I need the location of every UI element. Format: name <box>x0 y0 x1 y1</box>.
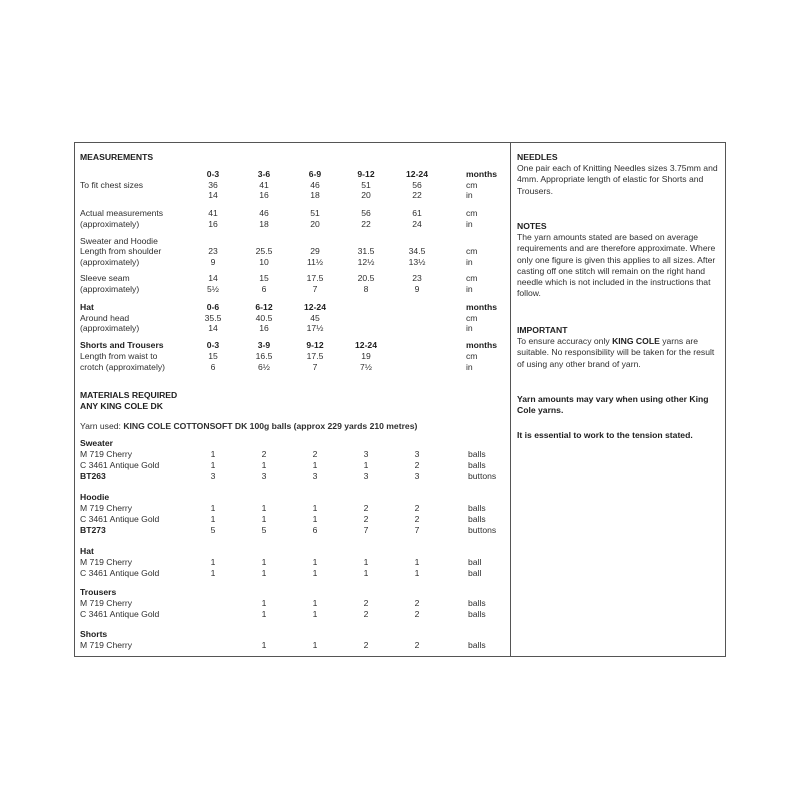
actual-label: (approximately) <box>80 219 140 229</box>
chest-label: To fit chest sizes <box>80 180 144 190</box>
length-cm-cell: 31.5 <box>357 246 375 256</box>
hat-in-cell: 17½ <box>306 323 324 333</box>
sweater-quantity-cell: 3 <box>210 471 216 481</box>
chest-cm-cell: 51 <box>361 180 371 190</box>
hoodie-quantity-cell: 1 <box>312 503 318 513</box>
chest-in-cell: 14 <box>208 190 218 200</box>
hoodie-quantity-cell: 1 <box>312 514 318 524</box>
hoodie-quantity-cell: 5 <box>261 525 267 535</box>
hat-quantity-cell: 1 <box>312 568 318 578</box>
tension-note-text: It is essential to work to the tension stated. <box>517 430 693 440</box>
sweater-quantity-cell: 3 <box>363 471 369 481</box>
shorts-label: crotch (approximately) <box>80 362 166 372</box>
trousers-quantity-cell: 2 <box>363 609 369 619</box>
unit-in: in <box>466 284 473 294</box>
hat-size-header: 0-6 <box>206 302 220 312</box>
hoodie-quantity-cell: 1 <box>210 503 216 513</box>
hat-material-label: C 3461 Antique Gold <box>80 568 160 578</box>
actual-cm-cell: 51 <box>310 208 320 218</box>
trousers-quantity-unit: balls <box>468 598 486 608</box>
yarn-used-name: KING COLE COTTONSOFT DK 100g balls (approx 229 yards 210 metres) <box>123 421 418 431</box>
hat-quantity-unit: ball <box>468 568 482 578</box>
actual-in-cell: 16 <box>208 219 218 229</box>
hat-quantity-cell: 1 <box>312 557 318 567</box>
hat-label: Around head <box>80 313 130 323</box>
unit-cm: cm <box>466 273 478 283</box>
notes-heading: NOTES <box>517 221 547 231</box>
amounts-note <box>517 394 719 417</box>
hat-cm-cell: 40.5 <box>255 313 273 323</box>
hat-quantity-unit: ball <box>468 557 482 567</box>
size-column-header: 12-24 <box>406 169 428 179</box>
amounts-note-text: Yarn amounts may vary when using other King Cole yarns. <box>517 394 709 416</box>
sweater-materials-heading: Sweater <box>80 438 113 448</box>
actual-cm-cell: 61 <box>412 208 422 218</box>
length-in-cell: 12½ <box>357 257 375 267</box>
shorts-measure-heading: Shorts and Trousers <box>80 340 164 350</box>
sleeve-cm-cell: 14 <box>208 273 218 283</box>
hoodie-quantity-cell: 5 <box>210 525 216 535</box>
sleeve-in-cell: 8 <box>363 284 369 294</box>
hat-quantity-cell: 1 <box>261 557 267 567</box>
shorts-in-cell: 6 <box>210 362 216 372</box>
trousers-quantity-cell: 2 <box>414 598 420 608</box>
sleeve-cm-cell: 15 <box>259 273 269 283</box>
notes-paragraph <box>517 232 719 300</box>
trousers-quantity-cell: 1 <box>312 609 318 619</box>
sweater-material-label: M 719 Cherry <box>80 449 133 459</box>
shorts-size-header: 12-24 <box>355 340 377 350</box>
shorts-materials-heading: Shorts <box>80 629 108 639</box>
sweater-quantity-cell: 3 <box>261 471 267 481</box>
needles-heading: NEEDLES <box>517 152 558 162</box>
hat-size-header: 12-24 <box>304 302 326 312</box>
sweater-quantity-cell: 3 <box>363 449 369 459</box>
column-divider <box>510 142 511 657</box>
length-cm-cell: 25.5 <box>255 246 273 256</box>
sweater-quantity-cell: 2 <box>312 449 318 459</box>
unit-cm: cm <box>466 351 478 361</box>
important-heading: IMPORTANT <box>517 325 568 335</box>
hat-cm-cell: 45 <box>310 313 320 323</box>
actual-in-cell: 18 <box>259 219 269 229</box>
important-brand: KING COLE <box>612 336 660 346</box>
sleeve-in-cell: 7 <box>312 284 318 294</box>
notes-text: The yarn amounts stated are based on average requirements and are therefore approximate. Where only one figure is given this applies to all sizes. After casting off one stitch will remain on the right hand needle which is not included in the instructions that follow. <box>517 232 716 299</box>
sweater-quantity-cell: 3 <box>414 449 420 459</box>
hoodie-quantity-cell: 2 <box>363 503 369 513</box>
hoodie-quantity-cell: 2 <box>414 503 420 513</box>
hoodie-quantity-cell: 7 <box>414 525 420 535</box>
length-in-cell: 13½ <box>408 257 426 267</box>
size-column-header: 9-12 <box>357 169 375 179</box>
shorts-size-header: 0-3 <box>206 340 220 350</box>
shorts-cm-cell: 16.5 <box>255 351 273 361</box>
sweater-quantity-cell: 3 <box>414 471 420 481</box>
sleeve-label: (approximately) <box>80 284 140 294</box>
sleeve-cm-cell: 17.5 <box>306 273 324 283</box>
sleeve-in-cell: 9 <box>414 284 420 294</box>
hoodie-quantity-unit: balls <box>468 514 486 524</box>
actual-cm-cell: 56 <box>361 208 371 218</box>
hoodie-quantity-cell: 1 <box>261 503 267 513</box>
shorts-in-cell: 6½ <box>258 362 270 372</box>
sleeve-in-cell: 6 <box>261 284 267 294</box>
hat-materials-heading: Hat <box>80 546 94 556</box>
unit-in: in <box>466 219 473 229</box>
unit-in: in <box>466 257 473 267</box>
shorts-label: Length from waist to <box>80 351 158 361</box>
hat-quantity-cell: 1 <box>363 557 369 567</box>
hat-quantity-cell: 1 <box>414 557 420 567</box>
yarn-used-line <box>80 421 417 431</box>
unit-header: months <box>466 340 498 350</box>
measurements-heading: MEASUREMENTS <box>80 152 154 162</box>
trousers-materials-heading: Trousers <box>80 587 117 597</box>
actual-in-cell: 22 <box>361 219 371 229</box>
shorts-in-cell: 7½ <box>360 362 372 372</box>
shorts-size-header: 3-9 <box>257 340 271 350</box>
hat-cm-cell: 35.5 <box>204 313 222 323</box>
chest-cm-cell: 41 <box>259 180 269 190</box>
shorts-material-label: M 719 Cherry <box>80 640 133 650</box>
length-in-cell: 10 <box>259 257 269 267</box>
hoodie-materials-heading: Hoodie <box>80 492 110 502</box>
length-cm-cell: 23 <box>208 246 218 256</box>
hat-measure-heading: Hat <box>80 302 94 312</box>
hoodie-material-label: BT273 <box>80 525 106 535</box>
chest-cm-cell: 36 <box>208 180 218 190</box>
shorts-size-header: 9-12 <box>306 340 324 350</box>
length-in-cell: 9 <box>210 257 216 267</box>
unit-cm: cm <box>466 246 478 256</box>
size-column-header: 3-6 <box>257 169 271 179</box>
sweater-quantity-cell: 1 <box>210 460 216 470</box>
hat-quantity-cell: 1 <box>210 568 216 578</box>
sleeve-in-cell: 5½ <box>207 284 219 294</box>
sleeve-label: Sleeve seam <box>80 273 130 283</box>
hat-quantity-cell: 1 <box>210 557 216 567</box>
length-in-cell: 11½ <box>306 257 324 267</box>
chest-in-cell: 22 <box>412 190 422 200</box>
unit-in: in <box>466 323 473 333</box>
unit-header: months <box>466 169 498 179</box>
hoodie-quantity-unit: buttons <box>468 525 497 535</box>
length-cm-cell: 34.5 <box>408 246 426 256</box>
unit-in: in <box>466 362 473 372</box>
hoodie-quantity-cell: 7 <box>363 525 369 535</box>
hat-in-cell: 16 <box>259 323 269 333</box>
important-text: To ensure accuracy only <box>517 336 613 346</box>
hoodie-quantity-unit: balls <box>468 503 486 513</box>
chest-in-cell: 16 <box>259 190 269 200</box>
size-column-header: 0-3 <box>206 169 220 179</box>
shorts-cm-cell: 17.5 <box>306 351 324 361</box>
hoodie-quantity-cell: 6 <box>312 525 318 535</box>
needles-paragraph <box>517 163 719 197</box>
sweater-material-label: C 3461 Antique Gold <box>80 460 160 470</box>
chest-in-cell: 18 <box>310 190 320 200</box>
actual-cm-cell: 46 <box>259 208 269 218</box>
trousers-quantity-cell: 2 <box>363 598 369 608</box>
sweater-quantity-cell: 1 <box>261 460 267 470</box>
chest-cm-cell: 56 <box>412 180 422 190</box>
important-paragraph <box>517 336 719 370</box>
hat-quantity-cell: 1 <box>414 568 420 578</box>
sweater-quantity-cell: 2 <box>414 460 420 470</box>
sweater-quantity-cell: 1 <box>312 460 318 470</box>
important-text: yarns are suitable. No responsibility will be taken for the result of using any other brand of yarn. <box>517 336 715 369</box>
materials-heading: MATERIALS REQUIRED <box>80 390 178 400</box>
shorts-quantity-cell: 2 <box>414 640 420 650</box>
sweater-material-label: BT263 <box>80 471 106 481</box>
sweater-quantity-unit: balls <box>468 460 486 470</box>
chest-in-cell: 20 <box>361 190 371 200</box>
shorts-in-cell: 7 <box>312 362 318 372</box>
sleeve-cm-cell: 20.5 <box>357 273 375 283</box>
hat-quantity-cell: 1 <box>261 568 267 578</box>
hoodie-quantity-cell: 1 <box>261 514 267 524</box>
hoodie-quantity-cell: 2 <box>363 514 369 524</box>
yarn-used-prefix: Yarn used: <box>80 421 124 431</box>
hat-in-cell: 14 <box>208 323 218 333</box>
trousers-quantity-cell: 1 <box>261 598 267 608</box>
shorts-quantity-cell: 2 <box>363 640 369 650</box>
unit-cm: cm <box>466 208 478 218</box>
materials-subheading: ANY KING COLE DK <box>80 401 163 411</box>
trousers-quantity-cell: 1 <box>261 609 267 619</box>
shorts-cm-cell: 19 <box>361 351 371 361</box>
shorts-quantity-cell: 1 <box>312 640 318 650</box>
hoodie-material-label: M 719 Cherry <box>80 503 133 513</box>
hat-size-header: 6-12 <box>255 302 273 312</box>
actual-label: Actual measurements <box>80 208 164 218</box>
hoodie-quantity-cell: 1 <box>210 514 216 524</box>
actual-cm-cell: 41 <box>208 208 218 218</box>
unit-in: in <box>466 190 473 200</box>
hoodie-quantity-cell: 2 <box>414 514 420 524</box>
hat-material-label: M 719 Cherry <box>80 557 133 567</box>
length-label: Length from shoulder <box>80 246 162 256</box>
shorts-quantity-unit: balls <box>468 640 486 650</box>
sweater-quantity-cell: 2 <box>261 449 267 459</box>
sweater-quantity-unit: balls <box>468 449 486 459</box>
sweater-quantity-unit: buttons <box>468 471 497 481</box>
trousers-material-label: C 3461 Antique Gold <box>80 609 160 619</box>
length-label: (approximately) <box>80 257 140 267</box>
trousers-quantity-cell: 1 <box>312 598 318 608</box>
hat-quantity-cell: 1 <box>363 568 369 578</box>
size-column-header: 6-9 <box>308 169 322 179</box>
shorts-quantity-cell: 1 <box>261 640 267 650</box>
trousers-material-label: M 719 Cherry <box>80 598 133 608</box>
unit-header: months <box>466 302 498 312</box>
length-cm-cell: 29 <box>310 246 320 256</box>
sweater-quantity-cell: 3 <box>312 471 318 481</box>
actual-in-cell: 20 <box>310 219 320 229</box>
shorts-cm-cell: 15 <box>208 351 218 361</box>
sleeve-cm-cell: 23 <box>412 273 422 283</box>
hat-label: (approximately) <box>80 323 140 333</box>
unit-cm: cm <box>466 313 478 323</box>
sweater-quantity-cell: 1 <box>210 449 216 459</box>
trousers-quantity-unit: balls <box>468 609 486 619</box>
trousers-quantity-cell: 2 <box>414 609 420 619</box>
unit-cm: cm <box>466 180 478 190</box>
needles-text: One pair each of Knitting Needles sizes 3.75mm and 4mm. Appropriate length of elastic for Shorts and Trousers. <box>517 163 718 196</box>
chest-cm-cell: 46 <box>310 180 320 190</box>
hoodie-material-label: C 3461 Antique Gold <box>80 514 160 524</box>
actual-in-cell: 24 <box>412 219 422 229</box>
sweater-quantity-cell: 1 <box>363 460 369 470</box>
tension-note <box>517 430 719 441</box>
length-label: Sweater and Hoodie <box>80 236 158 246</box>
